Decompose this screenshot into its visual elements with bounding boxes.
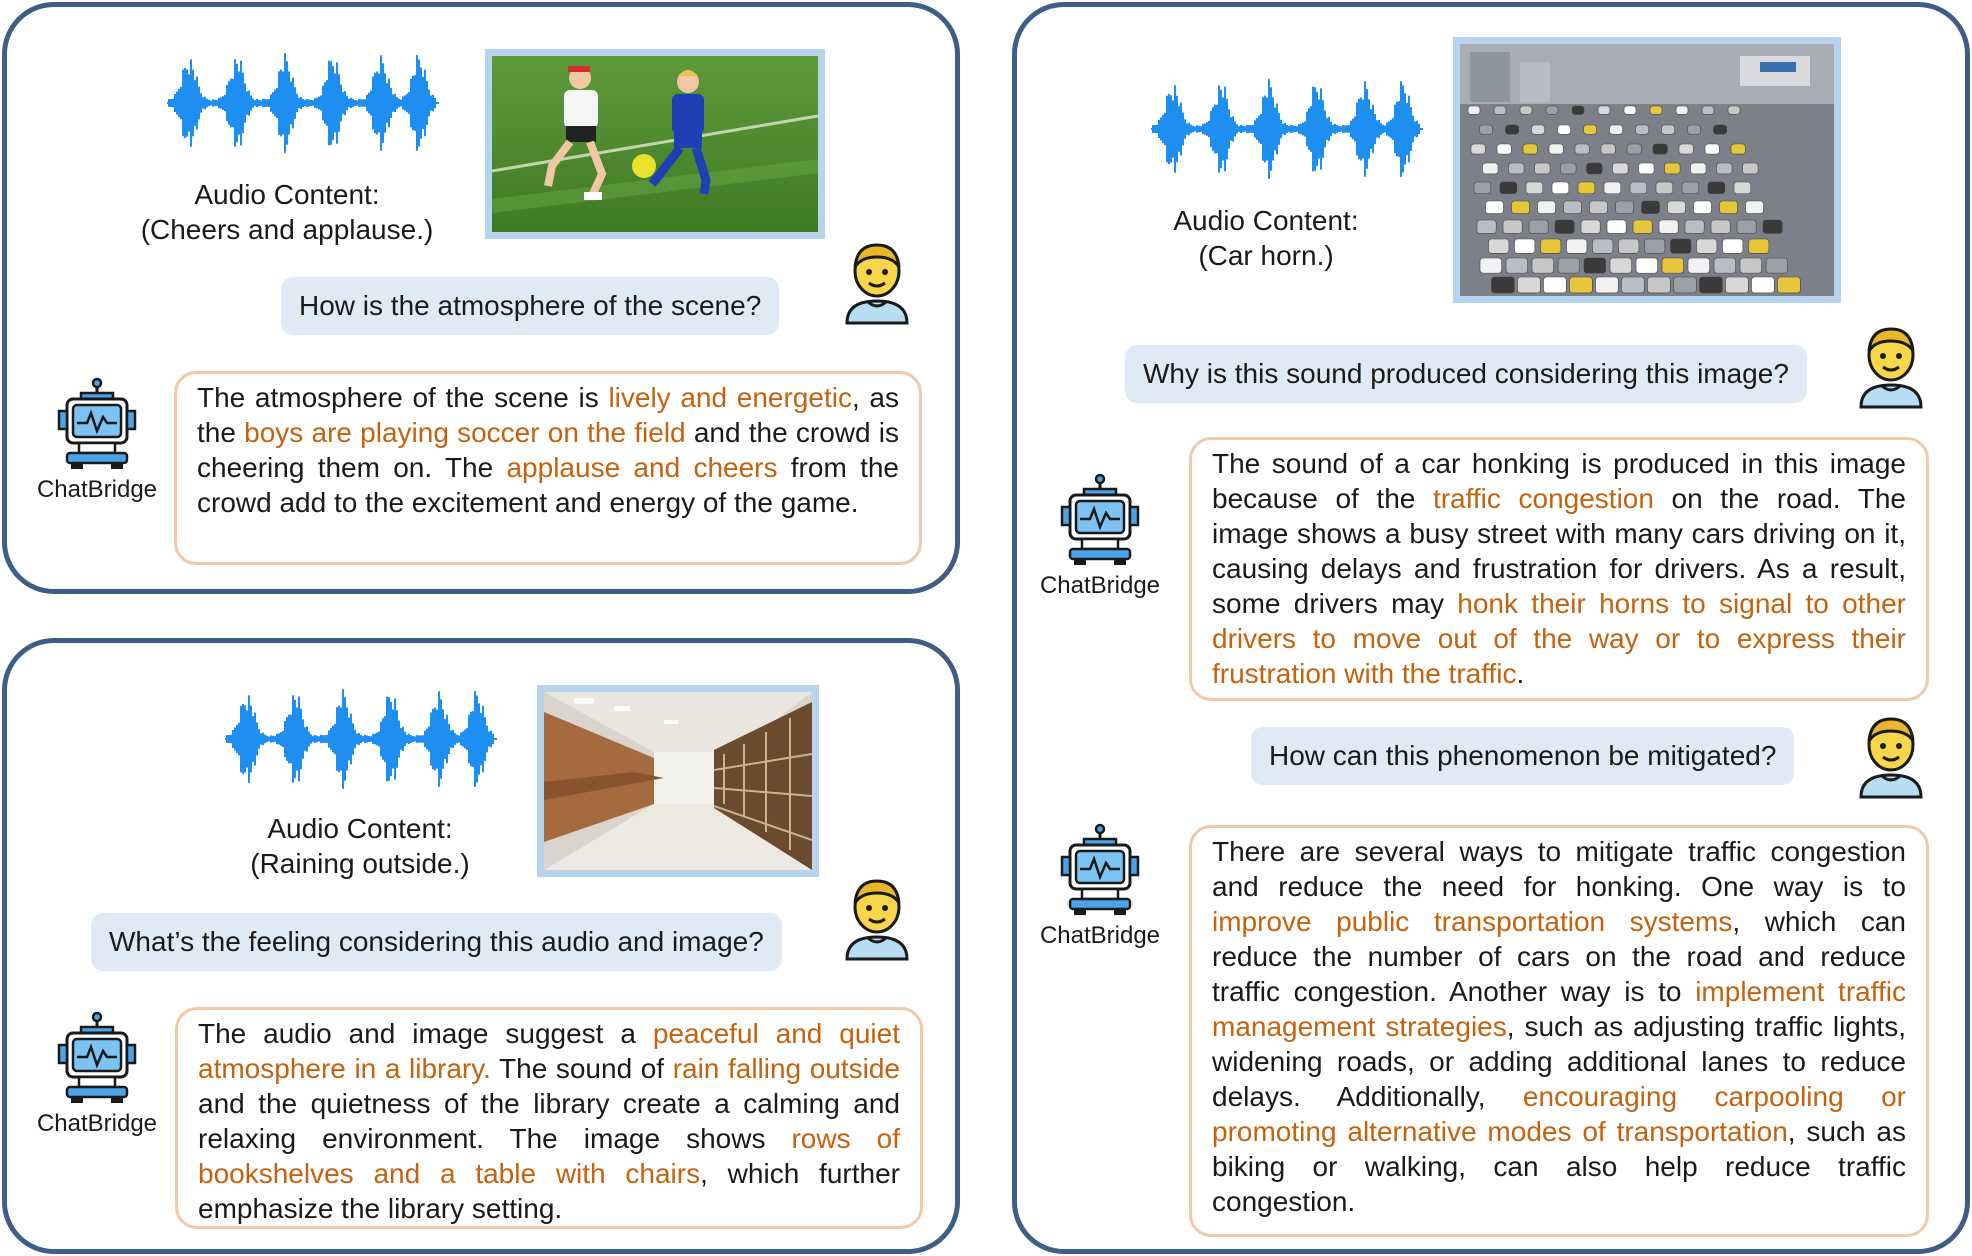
highlighted-phrase: honk their horns to signal to other drivers to move out of the way or to express their frustration with the traffic [1212,588,1906,689]
chatbridge-bot [32,377,162,505]
panel-soccer [2,2,960,594]
answer-text: on the road. The image shows a busy street with many cars driving on it, causing delays and frustration for drivers. As a result, some drivers may [1212,483,1906,619]
user-avatar-icon [841,241,913,325]
audio-content-caption [195,811,525,881]
audio-content-description: (Raining outside.) [250,848,470,879]
audio-content-description: (Cheers and applause.) [140,214,434,245]
answer-text: , such as adjusting traffic lights, widening roads, or adding additional lanes to reduce delays. Additionally, [1212,1011,1906,1112]
answer-text: from the crowd add to the excitement and energy of the game. [197,452,899,518]
audio-content-label: Audio Content: [267,813,453,844]
chatbridge-bot-2 [1035,823,1165,951]
library-photo [537,685,819,877]
answer-text: The atmosphere of the scene is [197,382,609,413]
user-avatar-icon [1855,325,1927,409]
bot-name: ChatBridge [36,476,158,503]
highlighted-phrase: applause and cheers [506,452,778,483]
traffic-photo [1453,37,1841,303]
highlighted-phrase: rows of bookshelves and a table with chairs [198,1123,900,1189]
answer-text: , such as biking or walking, can also help reduce traffic congestion. [1212,1116,1906,1217]
highlighted-phrase: boys are playing soccer on the field [244,417,686,448]
audio-content-label: Audio Content: [1173,205,1359,236]
waveform-icon [225,685,497,793]
answer-bubble [174,371,922,565]
question-bubble: How is the atmosphere of the scene? [281,277,779,335]
answer-text: , which further emphasize the library setting. [198,1158,900,1224]
audio-content-label: Audio Content: [194,179,380,210]
bot-name: ChatBridge [36,1110,158,1137]
answer-text: The sound of [490,1053,673,1084]
chatbridge-bot [32,1011,162,1139]
highlighted-phrase: implement traffic management strategies [1212,976,1907,1042]
highlighted-phrase: improve public transportation systems [1212,906,1733,937]
highlighted-phrase: rain falling outside [672,1053,901,1084]
robot-icon [57,1011,137,1107]
waveform-icon [167,49,439,157]
highlighted-phrase: encouraging carpooling or promoting alternative modes of transportation [1212,1081,1906,1147]
highlighted-phrase: peaceful and quiet atmosphere in a library. [198,1018,900,1084]
panel-traffic [1012,2,1970,1254]
bot-name: ChatBridge [1039,572,1161,599]
audio-content-caption [122,177,452,247]
question-bubble-1: Why is this sound produced considering this image? [1125,345,1807,403]
answer-text: , which can reduce the number of cars on the road and reduce traffic congestion. Another way is to [1212,906,1906,1007]
robot-icon [57,377,137,473]
answer-text: . [1516,658,1525,689]
waveform-icon [1151,75,1423,183]
answer-text: and the quietness of the library create a calming and relaxing environment. The image shows [198,1088,900,1154]
soccer-photo [485,49,825,239]
answer-bubble-1 [1189,437,1929,701]
answer-text: There are several ways to mitigate traffic congestion and reduce the need for honking. One way is to [1212,836,1906,902]
answer-text: and the crowd is cheering them on. The [197,417,900,483]
highlighted-phrase: lively and energetic [608,382,852,413]
answer-text: The sound of a car honking is produced in this image because of the [1212,448,1906,514]
bot-name: ChatBridge [1039,922,1161,949]
question-bubble-2: How can this phenomenon be mitigated? [1251,727,1794,785]
highlighted-phrase: traffic congestion [1432,483,1654,514]
user-avatar-icon [841,877,913,961]
audio-content-description: (Car horn.) [1198,240,1334,271]
answer-bubble-2 [1189,825,1929,1237]
user-avatar-icon [1855,715,1927,799]
robot-icon [1060,473,1140,569]
answer-bubble [175,1007,923,1229]
panel-library [2,638,960,1254]
answer-text: The audio and image suggest a [198,1018,653,1049]
question-bubble: What’s the feeling considering this audio and image? [91,913,782,971]
audio-content-caption [1101,203,1431,273]
answer-text: , as the [197,382,899,448]
robot-icon [1060,823,1140,919]
chatbridge-bot-1 [1035,473,1165,601]
